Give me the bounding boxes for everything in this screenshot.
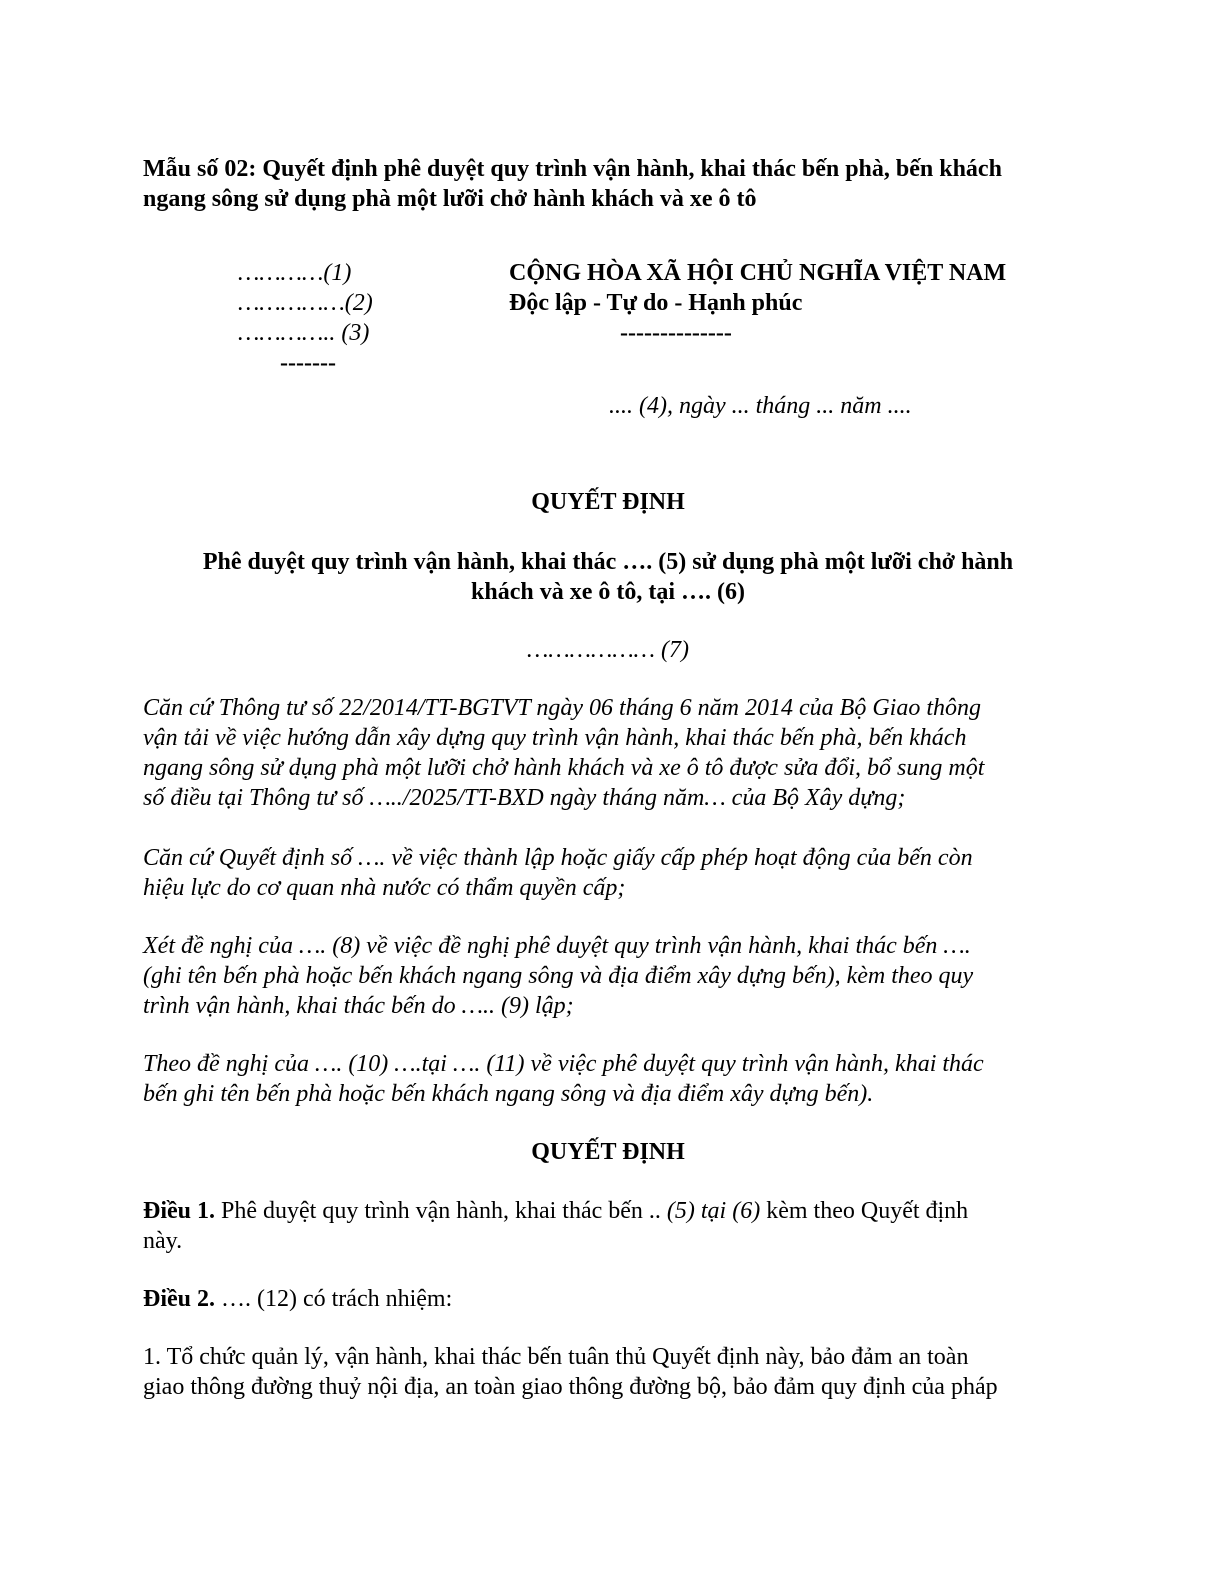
form-heading bbox=[143, 154, 1073, 214]
preamble-1-line-2: vận tải về việc hướng dẫn xây dựng quy trình vận hành, khai thác bến phà, bến khách bbox=[143, 725, 967, 751]
preamble-2-line-1: Căn cứ Quyết định số …. về việc thành lập hoặc giấy cấp phép hoạt động của bến còn bbox=[143, 845, 973, 871]
issuing-agency-block bbox=[238, 258, 373, 348]
article-2-label: Điều 2. bbox=[143, 1286, 215, 1312]
article-1-line-2: này. bbox=[143, 1228, 183, 1254]
preamble-1-line-4: số điều tại Thông tư số …../2025/TT-BXD ngày tháng năm… của Bộ Xây dựng; bbox=[143, 785, 906, 811]
article-2-text: …. (12) có trách nhiệm: bbox=[215, 1286, 453, 1312]
subtitle-line-2: khách và xe ô tô, tại …. (6) bbox=[471, 579, 745, 605]
preamble-paragraph-1 bbox=[143, 693, 1073, 813]
preamble-paragraph-2 bbox=[143, 843, 1073, 903]
preamble-paragraph-3 bbox=[143, 931, 1073, 1021]
agency-separator: ------- bbox=[280, 350, 336, 376]
subtitle-line-1: Phê duyệt quy trình vận hành, khai thác …. (5) sử dụng phà một lưỡi chở hành bbox=[202, 549, 1014, 575]
motto-separator: -------------- bbox=[620, 320, 732, 346]
item-1-line-2: giao thông đường thuỷ nội địa, an toàn giao thông đường bộ, bảo đảm quy định của pháp bbox=[143, 1374, 998, 1400]
item-1-line-1: 1. Tổ chức quản lý, vận hành, khai thác bến tuân thủ Quyết định này, bảo đảm an toàn bbox=[143, 1344, 969, 1370]
article-1-label: Điều 1. bbox=[143, 1198, 215, 1224]
issuer-line: ……………… (7) bbox=[526, 637, 690, 663]
article-2-line-1 bbox=[143, 1284, 1073, 1314]
article-1-line-1 bbox=[143, 1196, 1073, 1226]
country-name: CỘNG HÒA XÃ HỘI CHỦ NGHĨA VIỆT NAM bbox=[509, 260, 1007, 286]
article-2-item-1 bbox=[143, 1342, 1073, 1402]
article-1-text-a: Phê duyệt quy trình vận hành, khai thác bến .. bbox=[215, 1198, 667, 1224]
document-subtitle bbox=[143, 547, 1073, 607]
agency-line-3: ………….. (3) bbox=[238, 320, 370, 346]
national-header bbox=[509, 258, 1006, 318]
form-heading-line-1: Mẫu số 02: Quyết định phê duyệt quy trình vận hành, khai thác bến phà, bến khách bbox=[143, 156, 1002, 182]
preamble-2-line-2: hiệu lực do cơ quan nhà nước có thẩm quyền cấp; bbox=[143, 875, 626, 901]
document-title: QUYẾT ĐỊNH bbox=[531, 489, 685, 515]
preamble-3-line-1: Xét đề nghị của …. (8) về việc đề nghị phê duyệt quy trình vận hành, khai thác bến …. bbox=[143, 933, 971, 959]
article-1-text-b: (5) tại (6) bbox=[666, 1198, 761, 1224]
decision-title: QUYẾT ĐỊNH bbox=[531, 1139, 685, 1165]
preamble-4-line-2: bến ghi tên bến phà hoặc bến khách ngang sông và địa điểm xây dựng bến). bbox=[143, 1081, 874, 1107]
place-date-line: .... (4), ngày ... tháng ... năm .... bbox=[609, 393, 912, 419]
preamble-1-line-1: Căn cứ Thông tư số 22/2014/TT-BGTVT ngày 06 tháng 6 năm 2014 của Bộ Giao thông bbox=[143, 695, 981, 721]
preamble-3-line-2: (ghi tên bến phà hoặc bến khách ngang sông và địa điểm xây dựng bến), kèm theo quy bbox=[143, 963, 974, 989]
agency-line-1: …………(1) bbox=[238, 260, 352, 286]
national-motto: Độc lập - Tự do - Hạnh phúc bbox=[509, 290, 803, 316]
article-1-text-c: kèm theo Quyết định bbox=[760, 1198, 969, 1224]
preamble-4-line-1: Theo đề nghị của …. (10) ….tại …. (11) về việc phê duyệt quy trình vận hành, khai thác bbox=[143, 1051, 984, 1077]
article-1 bbox=[143, 1196, 1073, 1256]
article-2 bbox=[143, 1284, 1073, 1314]
form-heading-line-2: ngang sông sử dụng phà một lưỡi chở hành khách và xe ô tô bbox=[143, 186, 757, 212]
preamble-paragraph-4 bbox=[143, 1049, 1073, 1109]
agency-line-2: ……………(2) bbox=[238, 290, 373, 316]
preamble-1-line-3: ngang sông sử dụng phà một lưỡi chở hành khách và xe ô tô được sửa đổi, bổ sung một bbox=[143, 755, 985, 781]
preamble-3-line-3: trình vận hành, khai thác bến do ….. (9) lập; bbox=[143, 993, 574, 1019]
